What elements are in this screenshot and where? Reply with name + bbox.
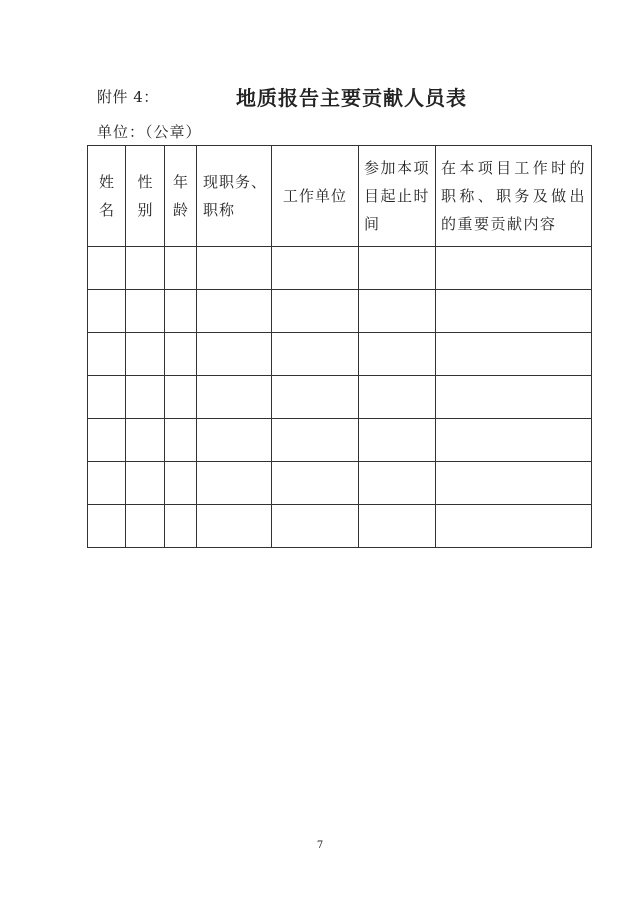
table-cell[interactable] bbox=[165, 247, 197, 290]
column-header-period: 参加本项目起止时间 bbox=[359, 146, 436, 247]
column-header-name: 姓名 bbox=[88, 146, 126, 247]
table-cell[interactable] bbox=[272, 462, 359, 505]
table-cell[interactable] bbox=[272, 247, 359, 290]
table-cell[interactable] bbox=[165, 462, 197, 505]
table-cell[interactable] bbox=[88, 462, 126, 505]
table-cell[interactable] bbox=[126, 505, 165, 548]
table-cell[interactable] bbox=[272, 376, 359, 419]
table-cell[interactable] bbox=[359, 247, 436, 290]
table-cell[interactable] bbox=[272, 419, 359, 462]
unit-label: 单位：（公章） bbox=[97, 123, 202, 141]
table-cell[interactable] bbox=[165, 505, 197, 548]
table-header-row bbox=[88, 146, 592, 247]
table-cell[interactable] bbox=[197, 462, 272, 505]
table-cell[interactable] bbox=[436, 376, 592, 419]
column-header-contribution: 在本项目工作时的职称、职务及做出的重要贡献内容 bbox=[436, 146, 592, 247]
table-cell[interactable] bbox=[88, 376, 126, 419]
attachment-label: 附件 4： bbox=[97, 88, 159, 106]
table-cell[interactable] bbox=[88, 505, 126, 548]
table-cell[interactable] bbox=[197, 376, 272, 419]
table-cell[interactable] bbox=[197, 290, 272, 333]
table-cell[interactable] bbox=[126, 419, 165, 462]
table-cell[interactable] bbox=[88, 333, 126, 376]
table-cell[interactable] bbox=[126, 333, 165, 376]
table-cell[interactable] bbox=[197, 419, 272, 462]
table-cell[interactable] bbox=[436, 290, 592, 333]
column-header-workplace: 工作单位 bbox=[272, 146, 359, 247]
table-cell[interactable] bbox=[436, 333, 592, 376]
table-row bbox=[88, 247, 592, 290]
table-cell[interactable] bbox=[197, 247, 272, 290]
table-cell[interactable] bbox=[88, 247, 126, 290]
table-cell[interactable] bbox=[272, 333, 359, 376]
table-row bbox=[88, 333, 592, 376]
table-cell[interactable] bbox=[165, 376, 197, 419]
column-header-position: 现职务、职称 bbox=[197, 146, 272, 247]
table-row bbox=[88, 505, 592, 548]
table-cell[interactable] bbox=[359, 505, 436, 548]
table-cell[interactable] bbox=[359, 333, 436, 376]
table-cell[interactable] bbox=[165, 333, 197, 376]
table-cell[interactable] bbox=[126, 247, 165, 290]
table-cell[interactable] bbox=[359, 376, 436, 419]
table-cell[interactable] bbox=[197, 505, 272, 548]
column-header-gender: 性别 bbox=[126, 146, 165, 247]
contributors-table bbox=[87, 145, 592, 548]
table-cell[interactable] bbox=[126, 462, 165, 505]
table-row bbox=[88, 462, 592, 505]
table-row bbox=[88, 376, 592, 419]
page-title: 地质报告主要贡献人员表 bbox=[236, 86, 467, 110]
table-cell[interactable] bbox=[359, 419, 436, 462]
table-cell[interactable] bbox=[165, 290, 197, 333]
table-cell[interactable] bbox=[88, 290, 126, 333]
table-row bbox=[88, 290, 592, 333]
table-row bbox=[88, 419, 592, 462]
table-cell[interactable] bbox=[436, 462, 592, 505]
table-cell[interactable] bbox=[165, 419, 197, 462]
table-cell[interactable] bbox=[359, 462, 436, 505]
table-cell[interactable] bbox=[126, 376, 165, 419]
table-cell[interactable] bbox=[197, 333, 272, 376]
page-number: 7 bbox=[316, 840, 324, 851]
column-header-age: 年龄 bbox=[165, 146, 197, 247]
table-cell[interactable] bbox=[359, 290, 436, 333]
table-cell[interactable] bbox=[272, 505, 359, 548]
table-cell[interactable] bbox=[436, 247, 592, 290]
table-cell[interactable] bbox=[272, 290, 359, 333]
table-cell[interactable] bbox=[436, 419, 592, 462]
table-cell[interactable] bbox=[88, 419, 126, 462]
table-cell[interactable] bbox=[436, 505, 592, 548]
table-cell[interactable] bbox=[126, 290, 165, 333]
